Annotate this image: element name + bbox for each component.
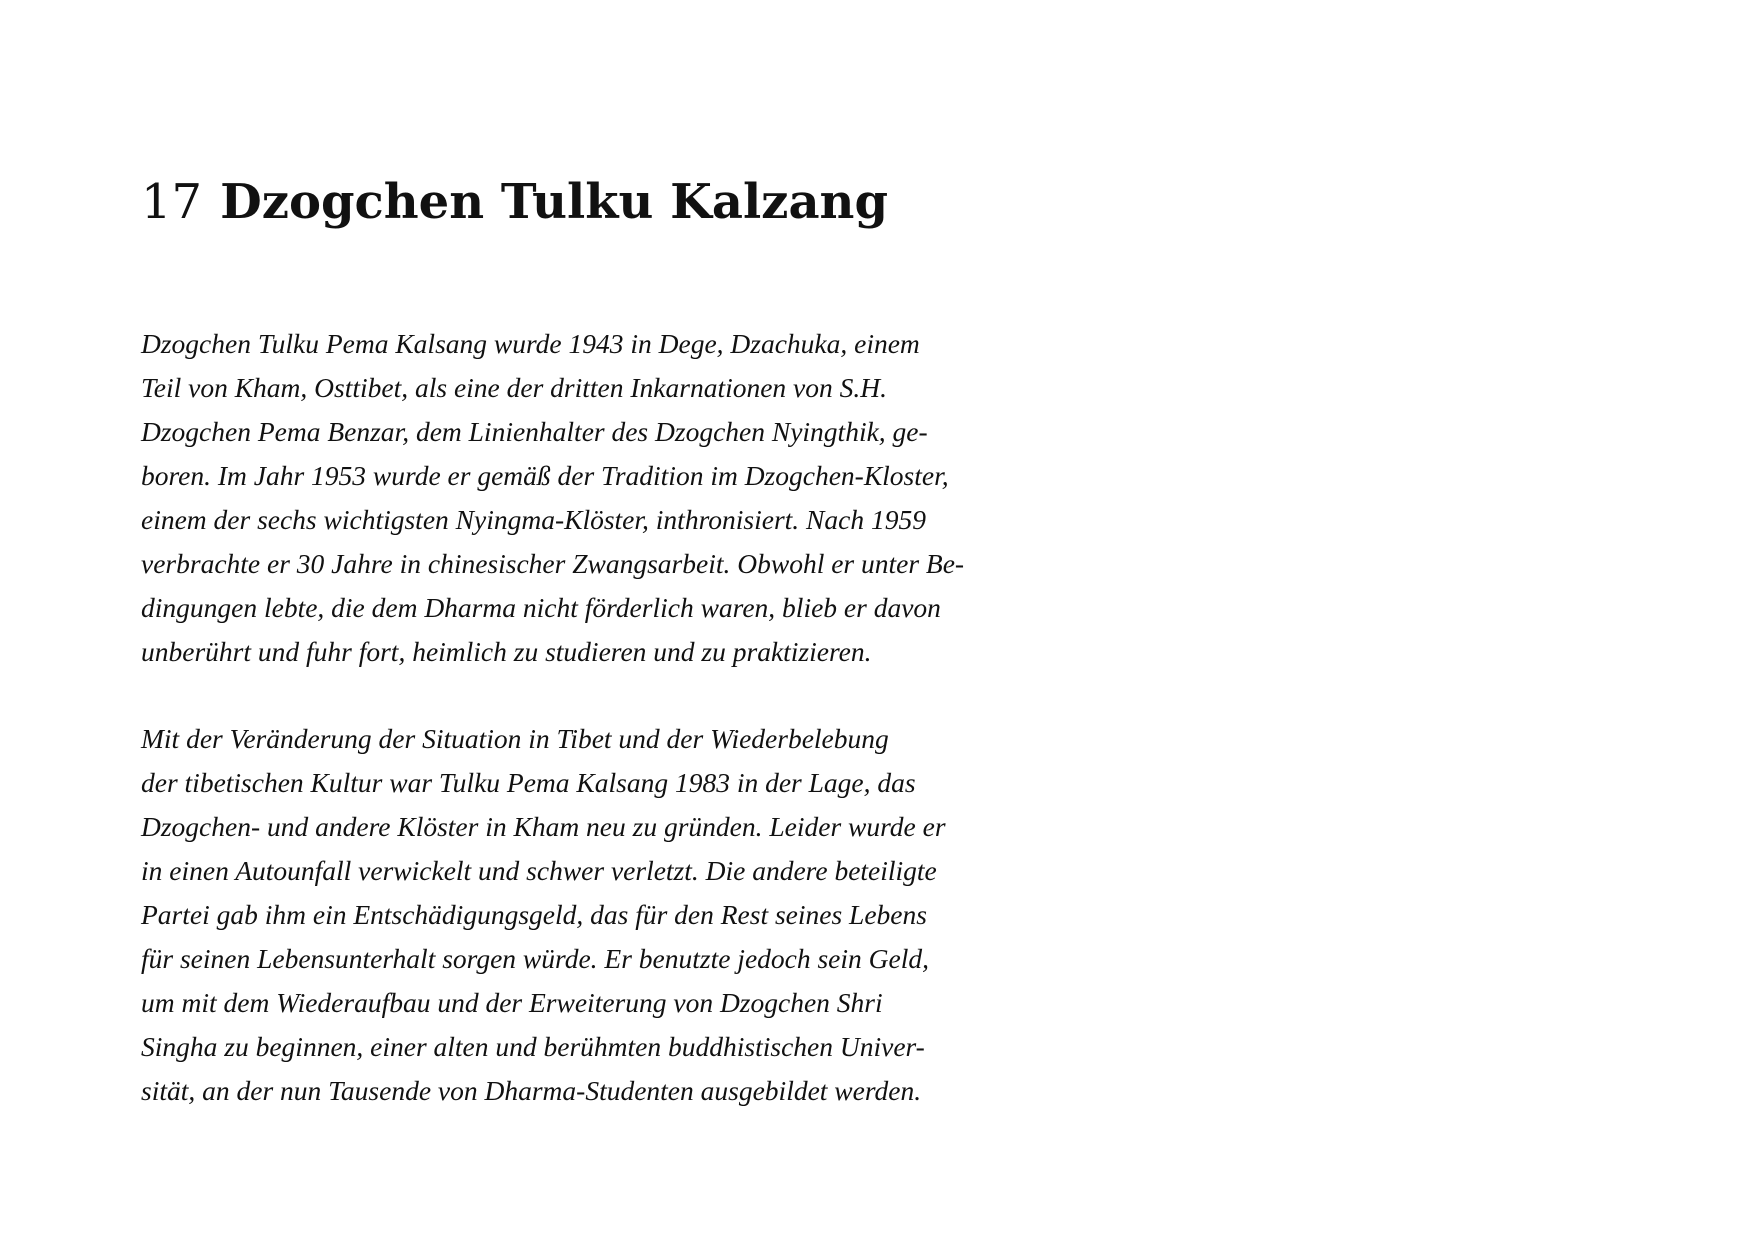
text-line: Singha zu beginnen, einer alten und berühmten buddhistischen Univer- [141,1031,925,1062]
text-line: Dzogchen Pema Benzar, dem Linienhalter des Dzogchen Nyingthik, ge- [141,416,928,447]
chapter-heading [141,172,888,232]
text-line: der tibetischen Kultur war Tulku Pema Kalsang 1983 in der Lage, das [141,767,916,798]
text-line: verbrachte er 30 Jahre in chinesischer Zwangsarbeit. Obwohl er unter Be- [141,548,965,579]
text-line: dingungen lebte, die dem Dharma nicht förderlich waren, blieb er davon [141,592,941,623]
text-line: unberührt und fuhr fort, heimlich zu studieren und zu praktizieren. [141,636,872,667]
text-line: Dzogchen- und andere Klöster in Kham neu zu gründen. Leider wurde er [141,811,946,842]
text-line: in einen Autounfall verwickelt und schwer verletzt. Die andere beteiligte [141,855,937,886]
text-line: Dzogchen Tulku Pema Kalsang wurde 1943 in Dege, Dzachuka, einem [141,328,920,359]
chapter-number: 17 [141,174,203,230]
paragraph-1 [141,322,1021,674]
text-line: boren. Im Jahr 1953 wurde er gemäß der Tradition im Dzogchen-Kloster, [141,460,949,491]
text-line: sität, an der nun Tausende von Dharma-Studenten ausgebildet werden. [141,1075,922,1106]
paragraph-2 [141,717,1021,1113]
text-line: einem der sechs wichtigsten Nyingma-Klöster, inthronisiert. Nach 1959 [141,504,926,535]
text-line: Teil von Kham, Osttibet, als eine der dritten Inkarnationen von S.H. [141,372,887,403]
text-line: Mit der Veränderung der Situation in Tibet und der Wiederbelebung [141,723,889,754]
text-line: für seinen Lebensunterhalt sorgen würde. Er benutzte jedoch sein Geld, [141,943,929,974]
chapter-title: Dzogchen Tulku Kalzang [220,174,888,230]
text-line: um mit dem Wiederaufbau und der Erweiterung von Dzogchen Shri [141,987,883,1018]
text-line: Partei gab ihm ein Entschädigungsgeld, das für den Rest seines Lebens [141,899,927,930]
